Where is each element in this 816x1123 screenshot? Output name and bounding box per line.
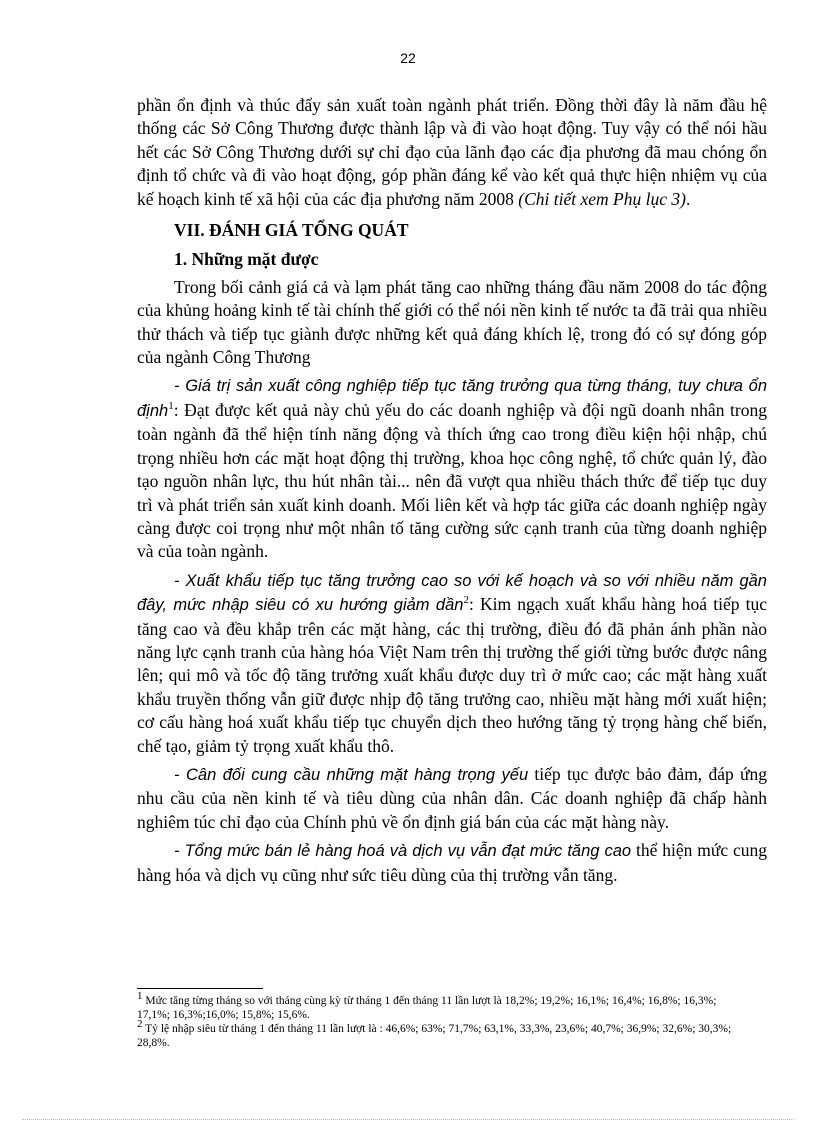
point-body: : Kim ngạch xuất khẩu hàng hoá tiếp tục tăng cao và đều khắp trên các mặt hàng, các thị trường, điều đó đã phản ánh phần nào năng lực cạnh tranh của hàng hóa Việt Nam trên thị trường thế giới từng bước được nâng lên; qui mô và tốc độ tăng trưởng xuất khẩu được duy trì ở mức cao; các mặt hàng xuất khẩu truyền thống vẫn giữ được nhịp độ tăng trưởng cao, nhiều mặt hàng mới xuất hiện; cơ cấu hàng hoá xuất khẩu tiếp tục chuyển dịch theo hướng tăng tỷ trọng hàng chế biến, chế tạo, giảm tỷ trọng xuất khẩu thô. [137, 594, 768, 756]
document-body [137, 94, 767, 887]
continued-paragraph [137, 94, 767, 211]
point-paragraph [137, 374, 767, 563]
footnotes [137, 990, 737, 1050]
intro-paragraph: Trong bối cảnh giá cả và lạm phát tăng cao những tháng đầu năm 2008 do tác động của khủng hoảng kinh tế tài chính thế giới có thể nói nền kinh tế nước ta đã trải qua nhiều thử thách và tiếp tục giành được những kết quả đáng khích lệ, trong đó có sự đóng góp của ngành Công Thương [137, 276, 767, 368]
point-lead: - Tổng mức bán lẻ hàng hoá và dịch vụ vẫn đạt mức tăng cao [174, 842, 632, 861]
continued-paragraph-end: . [685, 188, 691, 209]
appendix-reference: (Chi tiết xem Phụ lục 3) [518, 188, 686, 209]
point-body: tiếp tục được bảo đảm, đáp ứng nhu cầu của nền kinh tế và tiêu dùng của nhân dân. Các doanh nghiệp đã chấp hành nghiêm túc chỉ đạo của Chính phủ về ổn định giá bán của các mặt hàng này. [137, 763, 767, 832]
page-bottom-border [22, 1119, 794, 1120]
point-lead: - Xuất khẩu tiếp tục tăng trưởng cao so với kế hoạch và so với nhiều năm gần đây, mức nhập siêu có xu hướng giảm dần [137, 571, 767, 615]
point-paragraph [137, 839, 767, 887]
point-body: thể hiện mức cung hàng hóa và dịch vụ cũng như sức tiêu dùng của thị trường vẫn tăng. [137, 840, 767, 885]
point-paragraph [137, 763, 767, 834]
subsection-heading: 1. Những mặt được [174, 249, 319, 270]
footnote-text: Mức tăng từng tháng so với tháng cùng kỳ từ tháng 1 đến tháng 11 lần lượt là 18,2%; 19,2%; 16,1%; 16,4%; 16,8%; 16,3%; 17,1%; 16,3%;16,0%; 15,8%; 15,6%. [137, 995, 717, 1021]
footnote-marker: 1 [168, 400, 174, 413]
footnote [137, 1018, 737, 1050]
footnote-text: Tỷ lệ nhập siêu từ tháng 1 đến tháng 11 lần lượt là : 46,6%; 63%; 71,7%; 63,1%, 33,3%, 23,6%; 40,7%; 36,9%; 32,6%; 30,3%; 28,8%. [137, 1023, 732, 1049]
footnote-separator [137, 988, 263, 989]
continued-paragraph-text: phần ổn định và thúc đẩy sản xuất toàn ngành phát triển. Đồng thời đây là năm đầu hệ thống các Sở Công Thương được thành lập và đi vào hoạt động. Tuy vậy có thể nói hầu hết các Sở Công Thương dưới sự chỉ đạo của lãnh đạo các địa phương đã mau chóng ổn định tổ chức và đi vào hoạt động, góp phần đáng kể vào kết quả thực hiện nhiệm vụ của kế hoạch kinh tế xã hội của các địa phương năm 2008 [137, 95, 767, 209]
section-heading: VII. ĐÁNH GIÁ TỔNG QUÁT [174, 220, 409, 241]
point-lead: - Cân đối cung cầu những mặt hàng trọng yếu [174, 765, 529, 784]
footnote-number: 1 [137, 990, 143, 1003]
footnote [137, 990, 737, 1022]
page-number: 22 [400, 50, 416, 66]
footnote-marker: 2 [463, 594, 469, 607]
point-lead: - Giá trị sản xuất công nghiệp tiếp tục tăng trưởng qua từng tháng, tuy chưa ổn định [137, 377, 767, 420]
point-body: : Đạt được kết quả này chủ yếu do các doanh nghiệp và đội ngũ doanh nhân trong toàn ngành đã thể hiện tính năng động và thích ứng cao trong điều kiện hội nhập, chú trọng nhiều hơn các mặt hoạt động thị trường, khoa học công nghệ, tổ chức quản lý, đào tạo nguồn nhân lực, thu hút nhân tài... nên đã vượt qua nhiều thách thức để tiếp tục duy trì và phát triển sản xuất kinh doanh. Mối liên kết và hợp tác giữa các doanh nghiệp ngày càng được coi trọng như một nhân tố tăng cường sức cạnh tranh của từng doanh nghiệp và của toàn ngành. [137, 399, 767, 562]
point-paragraph [137, 569, 767, 758]
footnote-number: 2 [137, 1018, 143, 1031]
